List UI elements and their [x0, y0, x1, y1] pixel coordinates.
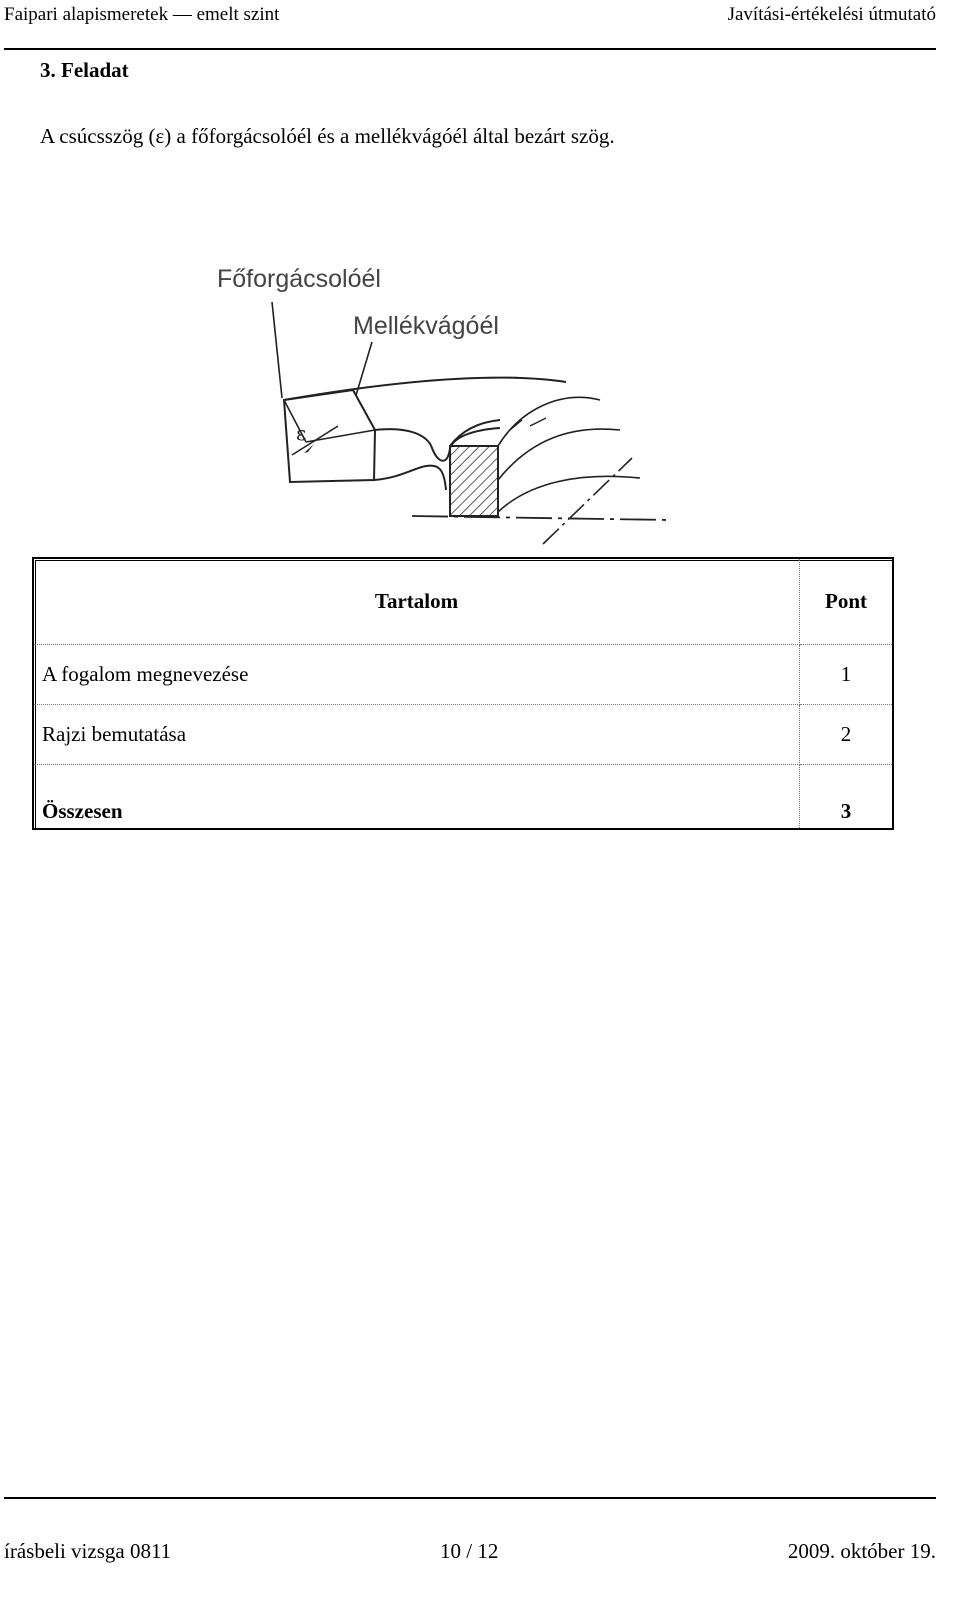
- header-rule: [4, 48, 936, 50]
- row-points: 1: [800, 645, 894, 705]
- table-row: [33, 705, 893, 765]
- row-content: A fogalom megnevezése: [33, 645, 800, 705]
- row-points: 2: [800, 705, 894, 765]
- scoring-table: [32, 557, 894, 830]
- header-doc-type: Javítási-értékelési útmutató: [727, 4, 936, 25]
- total-points: 3: [800, 765, 894, 829]
- footer-rule: [4, 1497, 936, 1499]
- task-text: A csúcsszög (ε) a főforgácsolóél és a mellékvágóél által bezárt szög.: [40, 124, 615, 148]
- header-subject: Faipari alapismeretek — emelt szint: [4, 4, 280, 25]
- table-row: [33, 645, 893, 705]
- page-header: [4, 0, 936, 44]
- total-label: Összesen: [33, 765, 800, 829]
- header-content: Tartalom: [33, 558, 800, 645]
- chip-section: [450, 446, 498, 516]
- task-title: 3. Feladat: [40, 58, 129, 82]
- center-line: [543, 458, 632, 544]
- footer-page-number: 10 / 12: [440, 1539, 499, 1563]
- table-total-row: [33, 765, 893, 829]
- label-main-edge: Főforgácsolóél: [217, 265, 381, 293]
- label-minor-edge: Mellékvágóél: [353, 312, 499, 340]
- table-header-row: [33, 558, 893, 645]
- header-points: Pont: [800, 558, 894, 645]
- footer-exam-code: írásbeli vizsga 0811: [4, 1539, 172, 1563]
- cutting-tool-figure: [200, 250, 690, 550]
- angle-epsilon: ε: [296, 421, 307, 445]
- row-content: Rajzi bemutatása: [33, 705, 800, 765]
- page-footer: [4, 1495, 936, 1601]
- footer-date: 2009. október 19.: [787, 1539, 936, 1563]
- leader-main-edge: [272, 302, 282, 398]
